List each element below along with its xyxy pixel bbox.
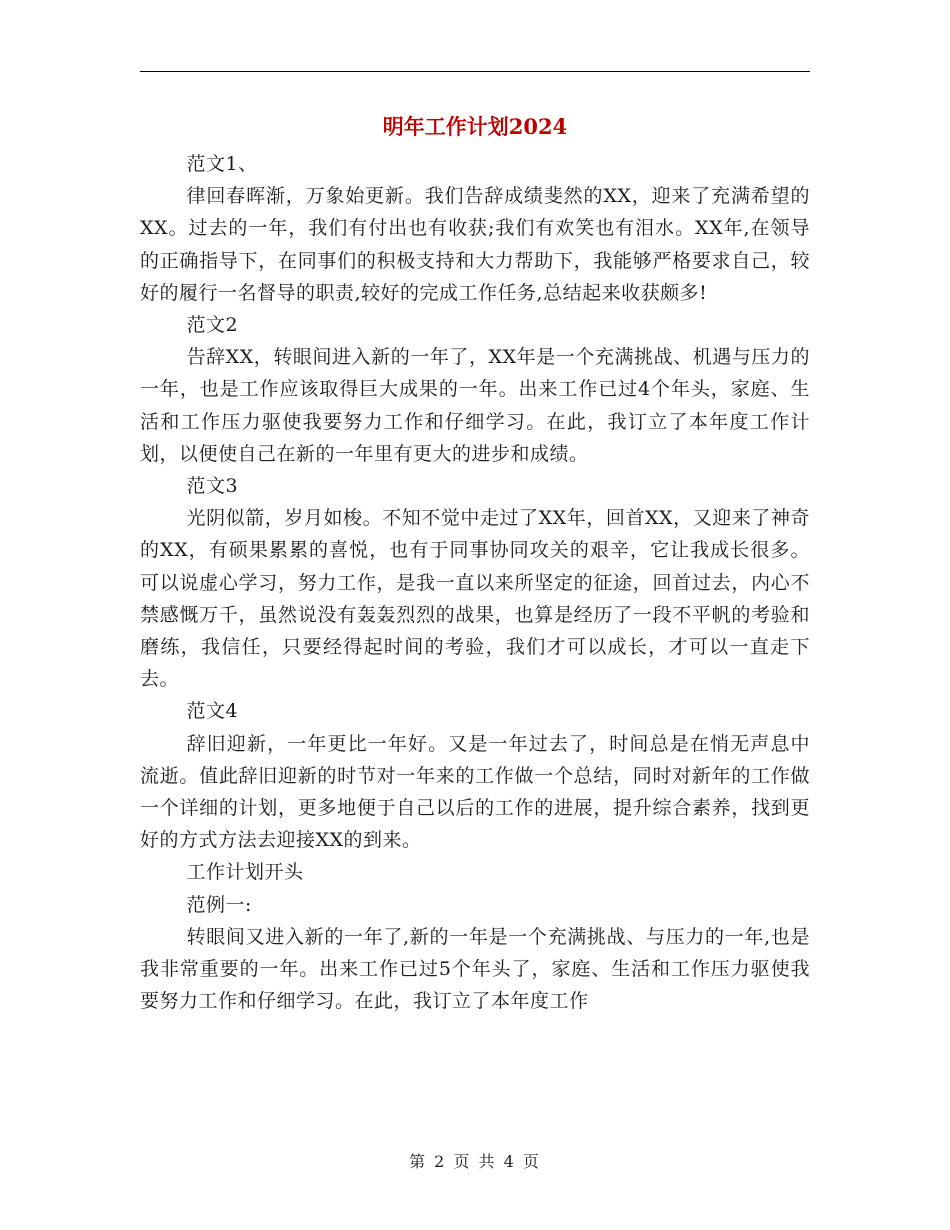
paragraph: 范文1、 <box>186 153 258 175</box>
page-number: 第 2 页 共 4 页 <box>409 1152 541 1171</box>
document-body <box>140 148 810 1017</box>
paragraph: 范文2 <box>186 314 239 337</box>
paragraph: 辞旧迎新，一年更比一年好。又是一年过去了，时间总是在悄无声息中流逝。值此辞旧迎新的时节对一年来的工作做一个总结，同时对新年的工作做一个详细的计划，更多地便于自己以后的工作的进展，提升综合素养，找到更好的方式方法去迎接XX的到来。 <box>140 732 810 852</box>
paragraph: 工作计划开头 <box>186 861 304 884</box>
paragraph: 范文4 <box>186 700 239 723</box>
paragraph: 告辞XX，转眼间进入新的一年了，XX年是一个充满挑战、机遇与压力的一年，也是工作应该取得巨大成果的一年。出来工作已过4个年头，家庭、生活和工作压力驱使我要努力工作和仔细学习。在此，我订立了本年度工作计划，以便使自己在新的一年里有更大的进步和成绩。 <box>140 346 810 465</box>
paragraph: 光阴似箭，岁月如梭。不知不觉中走过了XX年，回首XX，又迎来了神奇的XX，有硕果累累的喜悦，也有于同事协同攻关的艰辛，它让我成长很多。可以说虚心学习，努力工作，是我一直以来所坚定的征途，回首过去，内心不禁感慨万千，虽然说没有轰轰烈烈的战果，也算是经历了一段不平帆的考验和磨练，我信任，只要经得起时间的考验，我们才可以成长，才可以一直走下去。 <box>140 507 810 691</box>
paragraph: 转眼间又进入新的一年了,新的一年是一个充满挑战、与压力的一年,也是我非常重要的一年。出来工作已过5个年头了，家庭、生活和工作压力驱使我要努力工作和仔细学习。在此，我订立了本年度工作 <box>140 925 810 1013</box>
header-rule <box>140 71 810 72</box>
paragraph: 律回春晖渐，万象始更新。我们告辞成绩斐然的XX，迎来了充满希望的XX。过去的一年，我们有付出也有收获;我们有欢笑也有泪水。XX年,在领导的正确指导下，在同事们的积极支持和大力帮助下，我能够严格要求自己，较好的履行一名督导的职责,较好的完成工作任务,总结起来收获颇多! <box>140 185 810 304</box>
paragraph: 范文3 <box>186 475 239 498</box>
paragraph: 范例一: <box>186 893 252 916</box>
document-title: 明年工作计划2024 <box>382 114 568 139</box>
